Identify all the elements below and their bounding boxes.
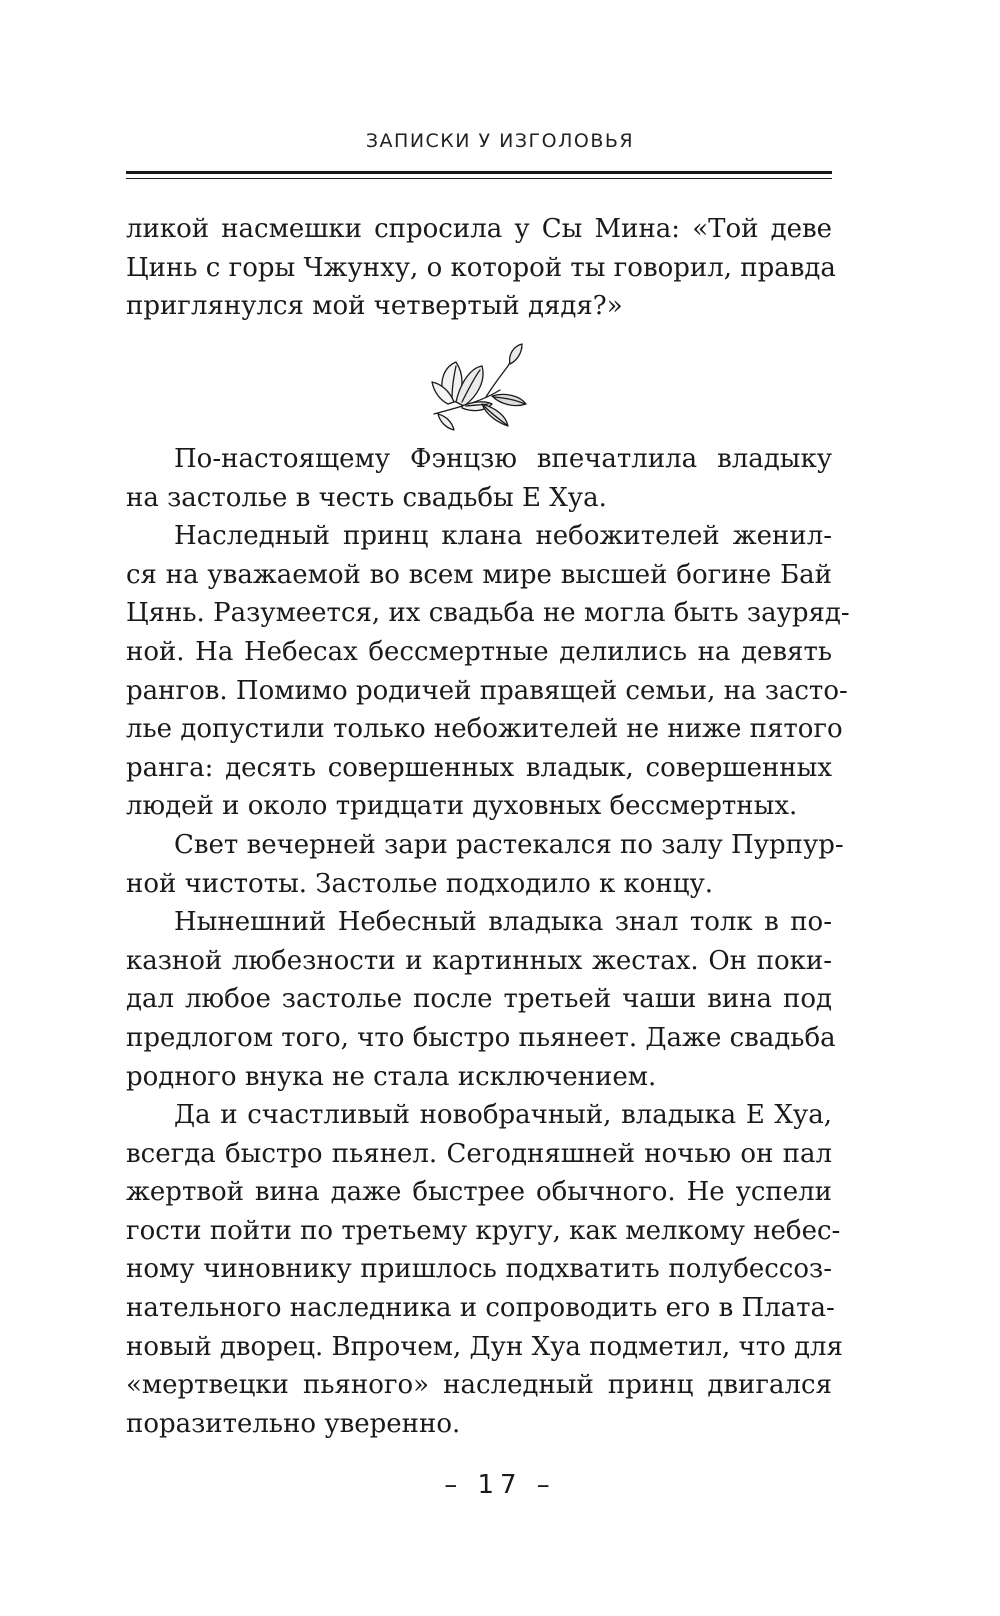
text-line: дал любое застолье после третьей чаши вина под (126, 984, 832, 1015)
text-line: новый дворец. Впрочем, Дун Хуа подметил, что для (126, 1331, 843, 1362)
page-number: – 17 – (444, 1470, 556, 1500)
text-line: жертвой вина даже быстрее обычного. Не успели (126, 1177, 832, 1208)
header-rule-thin (126, 178, 832, 179)
text-line: рангов. Помимо родичей правящей семьи, на засто- (126, 675, 848, 706)
top-paragraph (126, 210, 836, 326)
text-line: ной. На Небесах бессмертные делились на девять (126, 636, 832, 667)
text-line: Нынешний Небесный владыка знал толк в по- (174, 907, 832, 938)
text-line: Цянь. Разумеется, их свадьба не могла быть зауряд- (126, 598, 850, 629)
text-line: ранга: десять совершенных владык, совершенных (126, 752, 832, 783)
running-head-title: ЗАПИСКИ У ИЗГОЛОВЬЯ (365, 130, 635, 152)
text-line: поразительно уверенно. (126, 1408, 461, 1439)
text-line: ной чистоты. Застолье подходило к концу. (126, 868, 714, 899)
text-line: на застолье в честь свадьбы Е Хуа. (126, 482, 607, 513)
text-line: лье допустили только небожителей не ниже пятого (126, 714, 843, 745)
text-line: гости пойти по третьему кругу, как мелкому небес- (126, 1215, 841, 1246)
text-line: казной любезности и картинных жестах. Он поки- (126, 945, 832, 976)
header-rule-thick (126, 171, 832, 174)
text-line: нательного наследника и сопроводить его в Плата- (126, 1293, 835, 1324)
text-line: По-настоящему Фэнцзю впечатлила владыку (174, 444, 832, 474)
text-line: ся на уважаемой во всем мире высшей богине Бай (126, 559, 832, 590)
magnolia-flower-icon (426, 342, 536, 432)
main-text (126, 440, 850, 1443)
text-line: ному чиновнику пришлось подхватить полубессоз- (126, 1254, 832, 1285)
text-line: предлогом того, что быстро пьянеет. Даже свадьба (126, 1022, 836, 1053)
text-line: родного внука не стала исключением. (126, 1061, 657, 1092)
text-line: людей и около тридцати духовных бессмертных. (126, 791, 798, 822)
text-line: Свет вечерней зари растекался по залу Пурпур- (174, 829, 844, 860)
text-line: приглянулся мой четвертый дядя?» (126, 291, 623, 322)
text-line: Наследный принц клана небожителей женил- (174, 521, 832, 552)
text-line: всегда быстро пьянел. Сегодняшней ночью он пал (126, 1138, 832, 1169)
text-line: Да и счастливый новобрачный, владыка Е Хуа, (174, 1100, 832, 1131)
text-line: ликой насмешки спросила у Сы Мина: «Той деве (126, 214, 832, 244)
text-line: Цинь с горы Чжунху, о которой ты говорил, правда (126, 252, 836, 283)
text-line: «мертвецки пьяного» наследный принц двигался (126, 1370, 832, 1401)
